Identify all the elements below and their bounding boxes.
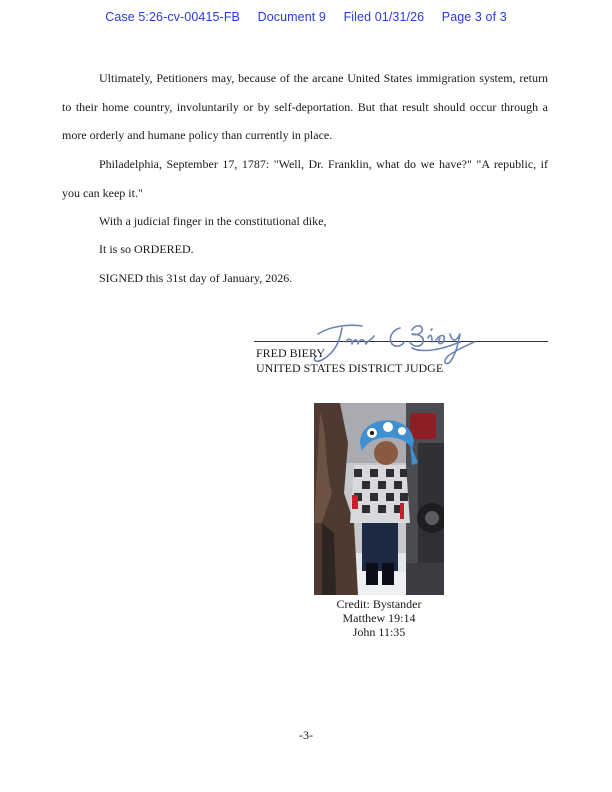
photo-credit: Credit: Bystander <box>336 597 422 611</box>
signed-date-line: SIGNED this 31st day of January, 2026. <box>99 271 293 285</box>
photo-verse-2: John 11:35 <box>352 625 406 639</box>
judicial-finger-line: With a judicial finger in the constitutional dike, <box>99 214 327 228</box>
body-paragraph-2: Philadelphia, September 17, 1787: "Well, Dr. Franklin, what do we have?" "A republic, if you can keep it." <box>62 157 548 200</box>
judge-name: FRED BIERY <box>256 346 326 360</box>
header-page-count: Page 3 of 3 <box>441 10 507 24</box>
so-ordered-line: It is so ORDERED. <box>99 242 194 256</box>
ecf-header <box>0 10 612 24</box>
page-number: -3- <box>299 728 313 742</box>
case-number: Case 5:26-cv-00415-FB <box>105 10 240 24</box>
filed-date: Filed 01/31/26 <box>343 10 425 24</box>
child-photo <box>314 403 444 595</box>
photo-verse-1: Matthew 19:14 <box>342 611 416 625</box>
judge-title: UNITED STATES DISTRICT JUDGE <box>256 361 444 375</box>
body-paragraph-1: Ultimately, Petitioners may, because of the arcane United States immigration system, return to their home country, involuntarily or by self-deportation. But that result should occur through a more orderly and humane policy than currently in place. <box>62 71 548 143</box>
document-number: Document 9 <box>257 10 326 24</box>
